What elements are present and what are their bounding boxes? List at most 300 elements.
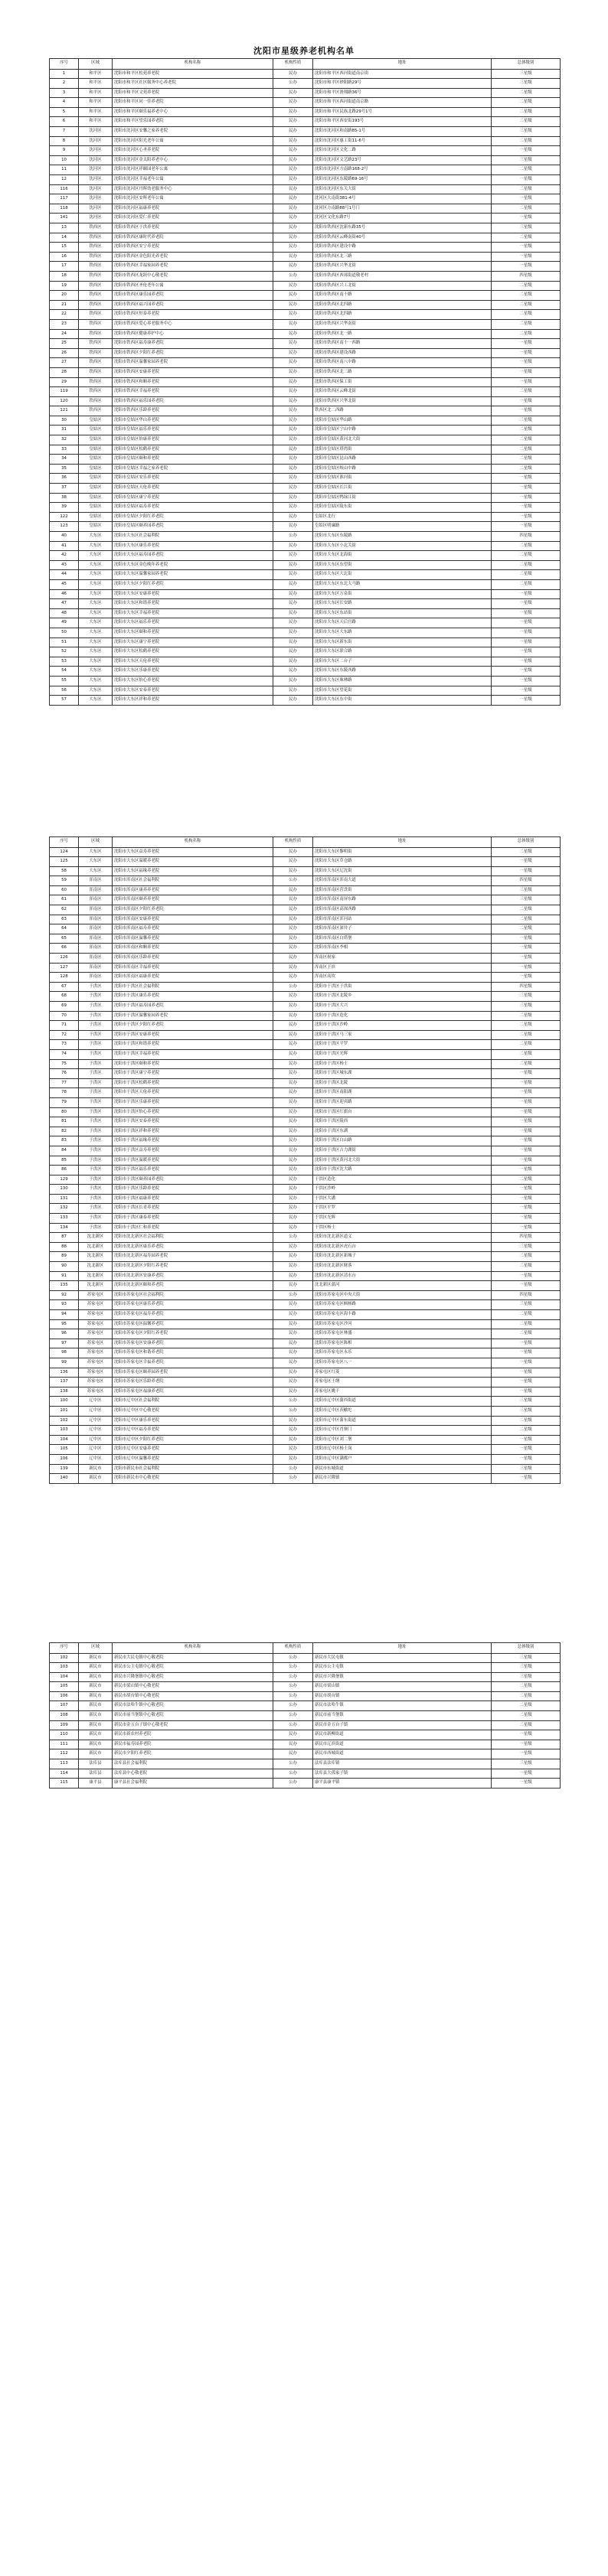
table-row <box>50 1749 561 1759</box>
cell-org-type: 民办 <box>273 628 313 637</box>
cell-seq: 31 <box>50 426 79 435</box>
cell-org-type: 民办 <box>273 667 313 677</box>
cell-level: 二星级 <box>492 551 561 561</box>
cell-seq: 129 <box>50 1175 79 1185</box>
cell-address: 沈阳市铁西区兴华北街 <box>313 396 492 406</box>
cell-org-type: 民办 <box>273 1242 313 1252</box>
cell-seq: 55 <box>50 676 79 686</box>
table-row <box>50 1397 561 1407</box>
cell-level: 三星级 <box>492 155 561 165</box>
cell-seq: 71 <box>50 1021 79 1031</box>
cell-org-name: 沈阳市和平区同一佳养老院 <box>113 98 273 108</box>
cell-level: 一星级 <box>492 339 561 349</box>
cell-district: 辽中区 <box>79 1426 113 1436</box>
cell-level: 一星级 <box>492 1445 561 1455</box>
cell-org-type: 民办 <box>273 1368 313 1378</box>
cell-district: 于洪区 <box>79 1166 113 1176</box>
table-row <box>50 348 561 358</box>
cell-district: 浑南区 <box>79 944 113 954</box>
cell-org-name: 沈阳市于洪区仁和养老院 <box>113 1223 273 1233</box>
cell-level: 三星级 <box>492 79 561 89</box>
cell-org-type: 公办 <box>273 1682 313 1692</box>
table-row <box>50 1711 561 1721</box>
cell-seq: 91 <box>50 1271 79 1281</box>
cell-address: 沈阳市铁西区保工街 <box>313 377 492 387</box>
cell-org-type: 民办 <box>273 1378 313 1387</box>
cell-org-name: 沈阳市皇姑区华山养老院 <box>113 416 273 426</box>
cell-org-type: 民办 <box>273 136 313 146</box>
cell-level: 一星级 <box>492 1740 561 1749</box>
cell-org-name: 沈阳市铁西区爱心养老服务中心 <box>113 319 273 329</box>
cell-org-type: 民办 <box>273 1319 313 1329</box>
cell-org-name: 沈阳市沈北新区夕阳红养老院 <box>113 1262 273 1272</box>
cell-org-name: 沈阳市辽中区康乐养老院 <box>113 1416 273 1426</box>
table-row <box>50 1252 561 1262</box>
table-row <box>50 1319 561 1329</box>
cell-level: 二星级 <box>492 98 561 108</box>
cell-org-type: 民办 <box>273 387 313 397</box>
cell-district: 于洪区 <box>79 1223 113 1233</box>
table-row <box>50 1653 561 1663</box>
table-row <box>50 136 561 146</box>
cell-org-type: 民办 <box>273 1175 313 1185</box>
cell-org-type: 民办 <box>273 1329 313 1339</box>
cell-org-type: 民办 <box>273 618 313 628</box>
cell-address: 沈阳市和平区砂阳路29号 <box>313 79 492 89</box>
cell-org-type: 民办 <box>273 1749 313 1759</box>
cell-seq: 49 <box>50 618 79 628</box>
cell-address: 康平县康平镇 <box>313 1779 492 1789</box>
cell-org-type: 民办 <box>273 348 313 358</box>
table-row <box>50 175 561 185</box>
cell-district: 皇姑区 <box>79 455 113 465</box>
cell-address: 沈阳市苏家屯区枫杨路 <box>313 1300 492 1310</box>
table-row <box>50 329 561 339</box>
table-row <box>50 493 561 503</box>
cell-seq: 104 <box>50 1435 79 1445</box>
cell-level: 二星级 <box>492 319 561 329</box>
cell-seq: 29 <box>50 377 79 387</box>
cell-district: 新民市 <box>79 1691 113 1701</box>
cell-district: 于洪区 <box>79 1156 113 1166</box>
cell-org-type: 民办 <box>273 1040 313 1050</box>
table-row <box>50 281 561 291</box>
cell-district: 大东区 <box>79 686 113 696</box>
cell-org-name: 沈阳市苏家屯区和谐养老院 <box>113 1348 273 1358</box>
table-row <box>50 570 561 580</box>
table-row <box>50 560 561 570</box>
cell-address: 于洪区杨士 <box>313 1223 492 1233</box>
cell-address: 沈阳市辽中区刘二堡 <box>313 1435 492 1445</box>
table-row <box>50 79 561 89</box>
cell-org-name: 沈阳市大东区祥和养老院 <box>113 696 273 706</box>
cell-org-name: 沈阳市于洪区和谐养老院 <box>113 1040 273 1050</box>
cell-address: 沈阳市苏家屯区八一 <box>313 1358 492 1368</box>
cell-address: 沈阳市辽中区蒲西街道 <box>313 1397 492 1407</box>
cell-address: 沈阳市皇姑区鸭绿江街 <box>313 493 492 503</box>
cell-address: 沈阳市铁西区兴华南街 <box>313 319 492 329</box>
cell-district: 大东区 <box>79 570 113 580</box>
cell-org-name: 沈阳市于洪区天伦养老院 <box>113 1088 273 1098</box>
cell-level: 三星级 <box>492 895 561 905</box>
cell-seq: 87 <box>50 1233 79 1243</box>
cell-address: 苏家屯区王纲 <box>313 1378 492 1387</box>
cell-org-name: 沈阳市大东区夕阳红养老院 <box>113 579 273 589</box>
cell-address: 沈阳市苏家屯区永乐 <box>313 1348 492 1358</box>
cell-org-name: 沈阳市大东区怡心养老院 <box>113 676 273 686</box>
cell-seq: 54 <box>50 667 79 677</box>
cell-org-name: 法库县中心敬老院 <box>113 1769 273 1779</box>
cell-seq: 109 <box>50 1720 79 1730</box>
cell-district: 铁西区 <box>79 387 113 397</box>
cell-org-name: 沈阳市苏家屯区幸福养老院 <box>113 1358 273 1368</box>
cell-level: 二星级 <box>492 924 561 934</box>
cell-district: 皇姑区 <box>79 435 113 445</box>
cell-address: 沈阳市大东区小北关街 <box>313 541 492 551</box>
cell-org-name: 沈阳市浑南区康养养老院 <box>113 885 273 895</box>
cell-org-name: 沈阳市大东区温暖养老院 <box>113 857 273 867</box>
cell-org-name: 新民市法哈牛镇中心敬老院 <box>113 1701 273 1711</box>
cell-district: 于洪区 <box>79 992 113 1002</box>
table-row <box>50 165 561 175</box>
cell-address: 法库县大孤家子镇 <box>313 1769 492 1779</box>
cell-district: 沈河区 <box>79 146 113 156</box>
cell-district: 新民市 <box>79 1701 113 1711</box>
cell-org-name: 新民市公主屯镇中心敬老院 <box>113 1663 273 1673</box>
cell-level: 四星级 <box>492 532 561 542</box>
cell-seq: 18 <box>50 271 79 281</box>
cell-address: 浑南区祝家 <box>313 954 492 964</box>
cell-address: 沈阳市辽中区蒲东街道 <box>313 1416 492 1426</box>
cell-address: 沈阳市铁西区沈新东路35号 <box>313 223 492 233</box>
cell-address: 于洪区大潘 <box>313 1194 492 1204</box>
cell-org-type: 民办 <box>273 1127 313 1136</box>
cell-district: 铁西区 <box>79 396 113 406</box>
cell-level: 一星级 <box>492 608 561 618</box>
cell-address: 沈阳市大东区东陵西路 <box>313 667 492 677</box>
cell-address: 沈阳市于洪区北陵 <box>313 1078 492 1088</box>
cell-address: 沈阳市大东区东北大马路 <box>313 579 492 589</box>
table-row <box>50 194 561 204</box>
cell-level: 一星级 <box>492 686 561 696</box>
cell-district: 新民市 <box>79 1711 113 1721</box>
cell-district: 铁西区 <box>79 329 113 339</box>
cell-org-type: 民办 <box>273 589 313 599</box>
cell-org-name: 沈阳市新民市社会福利院 <box>113 1464 273 1474</box>
cell-district: 于洪区 <box>79 1040 113 1050</box>
cell-level: 一星级 <box>492 1194 561 1204</box>
cell-address: 沈阳市和平区西河街道南京街 <box>313 69 492 79</box>
cell-org-type: 民办 <box>273 1348 313 1358</box>
cell-org-name: 沈阳市铁西区福兴园养老院 <box>113 300 273 310</box>
cell-level: 三星级 <box>492 1002 561 1012</box>
cell-org-type: 民办 <box>273 954 313 964</box>
cell-seq: 36 <box>50 474 79 484</box>
table-row <box>50 1271 561 1281</box>
cell-district: 浑南区 <box>79 895 113 905</box>
cell-org-type: 民办 <box>273 165 313 175</box>
cell-seq: 114 <box>50 1769 79 1779</box>
cell-org-type: 公办 <box>273 1691 313 1701</box>
cell-seq: 95 <box>50 1319 79 1329</box>
cell-level: 二星级 <box>492 107 561 117</box>
cell-org-name: 沈阳市苏家屯区安康养老院 <box>113 1339 273 1348</box>
cell-district: 于洪区 <box>79 1030 113 1040</box>
cell-district: 大东区 <box>79 647 113 657</box>
cell-address: 沈阳市浑南区高深西路 <box>313 905 492 915</box>
cell-level: 三星级 <box>492 69 561 79</box>
cell-org-name: 沈阳市皇姑区天伦养老院 <box>113 484 273 494</box>
table-row <box>50 98 561 108</box>
cell-level: 三星级 <box>492 1672 561 1682</box>
cell-seq: 42 <box>50 551 79 561</box>
cell-seq: 2 <box>50 79 79 89</box>
cell-org-name: 沈阳市浑南区和顺养老院 <box>113 944 273 954</box>
table-row <box>50 1672 561 1682</box>
cell-district: 沈河区 <box>79 175 113 185</box>
cell-address: 沈阳市辽中区肖寨门 <box>313 1426 492 1436</box>
cell-district: 苏家屯区 <box>79 1290 113 1300</box>
cell-address: 沈河区大南街381-4号 <box>313 194 492 204</box>
cell-seq: 121 <box>50 406 79 416</box>
cell-level: 一星级 <box>492 934 561 944</box>
cell-address: 新民市金五台子镇 <box>313 1720 492 1730</box>
cell-seq: 128 <box>50 973 79 983</box>
cell-district: 于洪区 <box>79 1011 113 1021</box>
cell-district: 浑南区 <box>79 973 113 983</box>
cell-org-type: 民办 <box>273 204 313 214</box>
cell-seq: 130 <box>50 1185 79 1195</box>
header-level: 总体级别 <box>492 837 561 848</box>
table-row <box>50 1146 561 1156</box>
table-row <box>50 155 561 165</box>
cell-org-name: 沈阳市于洪区祥和养老院 <box>113 1127 273 1136</box>
cell-org-type: 民办 <box>273 1146 313 1156</box>
cell-org-name: 沈阳市苏家屯区颐养园养老院 <box>113 1368 273 1378</box>
cell-seq: 47 <box>50 599 79 609</box>
cell-level: 一星级 <box>492 1088 561 1098</box>
cell-org-type: 民办 <box>273 1310 313 1320</box>
cell-org-name: 沈阳市大东区社会福利院 <box>113 532 273 542</box>
cell-seq: 5 <box>50 107 79 117</box>
cell-address: 沈阳市铁西区兴工北街 <box>313 281 492 291</box>
cell-org-name: 沈阳市于洪区长青养老院 <box>113 1204 273 1214</box>
cell-district: 铁西区 <box>79 291 113 301</box>
cell-org-name: 新民市金五台子镇中心敬老院 <box>113 1720 273 1730</box>
cell-address: 沈阳市沈北新区新城子 <box>313 1252 492 1262</box>
table-row <box>50 532 561 542</box>
cell-district: 沈河区 <box>79 136 113 146</box>
cell-district: 沈河区 <box>79 165 113 175</box>
cell-seq: 16 <box>50 252 79 262</box>
cell-org-name: 沈阳市浑南区乐龄养老院 <box>113 954 273 964</box>
cell-district: 于洪区 <box>79 982 113 992</box>
cell-org-name: 沈阳市沈北新区福寿园养老院 <box>113 1252 273 1262</box>
cell-seq: 135 <box>50 1281 79 1291</box>
cell-org-type: 民办 <box>273 233 313 243</box>
table-row <box>50 69 561 79</box>
cell-level: 二星级 <box>492 1040 561 1050</box>
table-row <box>50 1454 561 1464</box>
cell-district: 铁西区 <box>79 233 113 243</box>
cell-district: 浑南区 <box>79 885 113 895</box>
cell-org-type: 民办 <box>273 1454 313 1464</box>
cell-org-type: 公办 <box>273 271 313 281</box>
cell-org-name: 沈阳市浑南区颐养养老院 <box>113 895 273 905</box>
cell-address: 沈阳市铁西区南十一西路 <box>313 339 492 349</box>
cell-org-name: 沈阳市铁西区龙跃中心敬老院 <box>113 271 273 281</box>
cell-org-name: 沈阳市沈河区祥颐园老年公寓 <box>113 165 273 175</box>
table-row <box>50 1769 561 1779</box>
cell-level: 一星级 <box>492 1769 561 1779</box>
cell-level: 一星级 <box>492 1749 561 1759</box>
cell-level: 二星级 <box>492 1319 561 1329</box>
cell-address: 沈阳市辽中区杨士岗 <box>313 1445 492 1455</box>
cell-level: 三星级 <box>492 1759 561 1769</box>
cell-seq: 35 <box>50 464 79 474</box>
cell-level: 二星级 <box>492 560 561 570</box>
table-row <box>50 1339 561 1348</box>
cell-district: 浑南区 <box>79 934 113 944</box>
cell-address: 沈阳市皇姑区塔湾街 <box>313 445 492 455</box>
cell-org-name: 沈阳市皇姑区康宁养老院 <box>113 493 273 503</box>
table-row <box>50 1701 561 1711</box>
cell-seq: 44 <box>50 570 79 580</box>
cell-address: 苏家屯区红菱 <box>313 1368 492 1378</box>
table-row <box>50 1011 561 1021</box>
cell-org-type: 民办 <box>273 416 313 426</box>
cell-seq: 19 <box>50 281 79 291</box>
cell-seq: 113 <box>50 1759 79 1769</box>
cell-org-name: 沈阳市大东区福缘养老院 <box>113 866 273 876</box>
cell-level: 二星级 <box>492 570 561 580</box>
cell-seq: 60 <box>50 885 79 895</box>
cell-org-type: 民办 <box>273 117 313 127</box>
cell-org-type: 民办 <box>273 445 313 455</box>
cell-org-type: 民办 <box>273 1435 313 1445</box>
table-row <box>50 426 561 435</box>
cell-level: 一星级 <box>492 1358 561 1368</box>
cell-seq: 27 <box>50 358 79 368</box>
cell-district: 苏家屯区 <box>79 1348 113 1358</box>
cell-org-type: 民办 <box>273 1078 313 1088</box>
table-row <box>50 339 561 349</box>
table-row <box>50 223 561 233</box>
cell-address: 沈阳市浑南区营盘街 <box>313 885 492 895</box>
cell-level: 一星级 <box>492 1387 561 1397</box>
cell-seq: 13 <box>50 223 79 233</box>
cell-district: 于洪区 <box>79 1127 113 1136</box>
header-org-name: 机构名称 <box>113 837 273 848</box>
cell-address: 沈阳市于洪区吉力湖街 <box>313 1146 492 1156</box>
cell-address: 沈阳市于洪区南阳湖 <box>313 1088 492 1098</box>
cell-seq: 11 <box>50 165 79 175</box>
table-row <box>50 847 561 857</box>
table-row <box>50 233 561 243</box>
cell-org-type: 民办 <box>273 474 313 484</box>
header-district: 区域 <box>79 59 113 70</box>
cell-district: 苏家屯区 <box>79 1368 113 1378</box>
table-header-row <box>50 837 561 848</box>
cell-seq: 7 <box>50 127 79 137</box>
table-row <box>50 1310 561 1320</box>
cell-address: 沈阳市铁西区建设中路 <box>313 243 492 253</box>
cell-address: 沈阳市沈北新区虎石台 <box>313 1242 492 1252</box>
cell-seq: 108 <box>50 1711 79 1721</box>
cell-address: 皇姑区北行 <box>313 512 492 522</box>
cell-level: 二星级 <box>492 435 561 445</box>
cell-address: 沈阳市大东区北海街 <box>313 551 492 561</box>
cell-district: 辽中区 <box>79 1454 113 1464</box>
cell-address: 沈阳市辽中区茨榆坨 <box>313 1406 492 1416</box>
cell-address: 沈阳市大东区东陵路 <box>313 532 492 542</box>
cell-org-name: 沈阳市于洪区颐养园养老院 <box>113 1175 273 1185</box>
table-row <box>50 1368 561 1378</box>
cell-level: 二星级 <box>492 1175 561 1185</box>
table-row <box>50 1030 561 1040</box>
cell-address: 于洪区光辉 <box>313 1214 492 1224</box>
cell-district: 皇姑区 <box>79 445 113 455</box>
table-row <box>50 1021 561 1031</box>
cell-level: 一星级 <box>492 1281 561 1291</box>
table-row <box>50 416 561 426</box>
cell-level: 一星级 <box>492 1136 561 1146</box>
cell-district: 于洪区 <box>79 1049 113 1059</box>
cell-org-type: 民办 <box>273 1088 313 1098</box>
table-row <box>50 1136 561 1146</box>
cell-address: 沈阳市苏家屯区林盛 <box>313 1329 492 1339</box>
cell-seq: 133 <box>50 1214 79 1224</box>
table-row <box>50 377 561 387</box>
cell-address: 沈阳市大东区万泉街 <box>313 589 492 599</box>
table-row <box>50 474 561 484</box>
cell-seq: 102 <box>50 1416 79 1426</box>
table-row <box>50 1040 561 1050</box>
cell-level: 一星级 <box>492 1166 561 1176</box>
table-row <box>50 676 561 686</box>
table-row <box>50 464 561 474</box>
cell-org-type: 公办 <box>273 1672 313 1682</box>
table-row <box>50 291 561 301</box>
cell-seq: 1 <box>50 69 79 79</box>
cell-district: 于洪区 <box>79 1002 113 1012</box>
cell-org-name: 沈阳市铁西区健康养护中心 <box>113 329 273 339</box>
cell-level: 一星级 <box>492 1146 561 1156</box>
cell-seq: 124 <box>50 847 79 857</box>
cell-org-type: 民办 <box>273 560 313 570</box>
cell-address: 沈阳市于洪区光辉 <box>313 1049 492 1059</box>
cell-org-type: 民办 <box>273 484 313 494</box>
cell-seq: 117 <box>50 194 79 204</box>
cell-org-type: 民办 <box>273 696 313 706</box>
cell-org-type: 民办 <box>273 1445 313 1455</box>
cell-address: 沈阳市大东区东望街 <box>313 560 492 570</box>
cell-level: 一星级 <box>492 628 561 637</box>
cell-org-name: 沈阳市铁西区圣伦老年公寓 <box>113 281 273 291</box>
cell-org-type: 民办 <box>273 503 313 513</box>
cell-district: 铁西区 <box>79 377 113 387</box>
cell-org-name: 沈阳市大东区安泰养老院 <box>113 686 273 696</box>
cell-district: 沈北新区 <box>79 1281 113 1291</box>
cell-org-type: 民办 <box>273 1426 313 1436</box>
cell-level: 二星级 <box>492 1691 561 1701</box>
cell-seq: 101 <box>50 1406 79 1416</box>
cell-org-name: 沈阳市于洪区福寿园养老院 <box>113 1002 273 1012</box>
cell-address: 沈阳市浑南区白塔堡 <box>313 934 492 944</box>
cell-district: 康平县 <box>79 1779 113 1789</box>
cell-district: 浑南区 <box>79 963 113 973</box>
table-row <box>50 1185 561 1195</box>
